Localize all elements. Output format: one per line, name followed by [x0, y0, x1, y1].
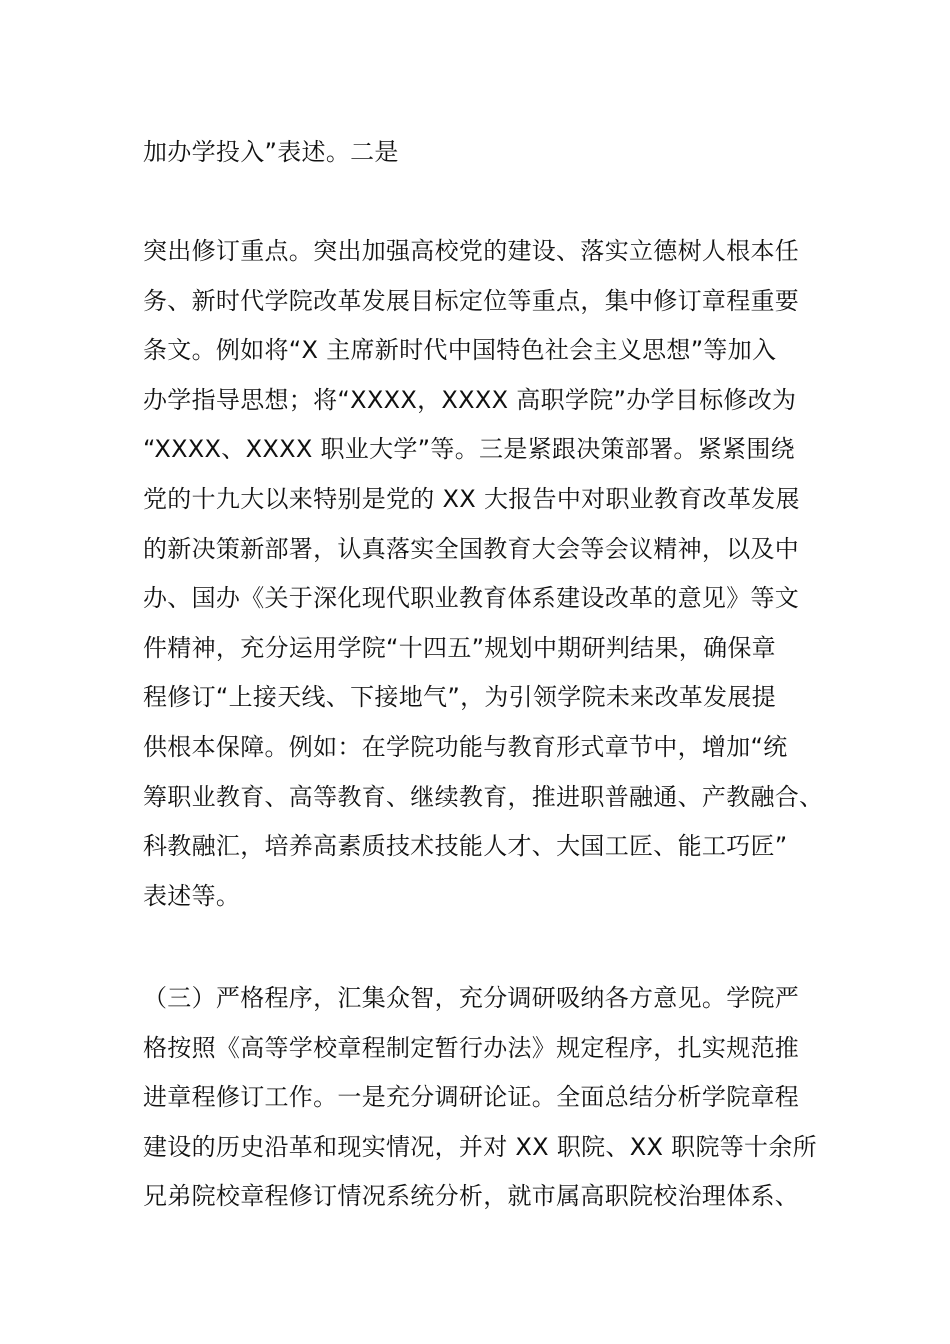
- text-line: 办学指导思想；将“XXXX，XXXX 高职学院”办学目标修改为: [143, 385, 797, 414]
- paragraph-revision-focus: [143, 227, 823, 921]
- text-line: 格按照《高等学校章程制定暂行办法》规定程序，扎实规范推: [143, 1033, 800, 1062]
- text-line: 条文。例如将“X 主席新时代中国特色社会主义思想”等加入: [143, 336, 777, 365]
- text-line: 筹职业教育、高等教育、继续教育，推进职普融通、产教融合、: [143, 782, 824, 811]
- text-line: 表述等。: [143, 881, 241, 910]
- text-line: 件精神，充分运用学院“十四五”规划中期研判结果，确保章: [143, 633, 776, 662]
- text-line: 突出修订重点。突出加强高校党的建设、落实立德树人根本任: [143, 237, 800, 265]
- text-line: （三）严格程序，汇集众智，充分调研吸纳各方意见。学院严: [143, 984, 800, 1012]
- text-line: 党的十九大以来特别是党的 XX 大报告中对职业教育改革发展: [143, 484, 800, 513]
- text-line: 办、国办《关于深化现代职业教育体系建设改革的意见》等文: [143, 584, 800, 613]
- text-line: 兄弟院校章程修订情况系统分析，就市属高职院校治理体系、: [143, 1182, 800, 1211]
- paragraph-section-three: [143, 974, 823, 1222]
- text-line: 加办学投入”表述。二是: [143, 138, 399, 166]
- text-line: “XXXX、XXXX 职业大学”等。三是紧跟决策部署。紧紧围绕: [143, 435, 795, 464]
- text-line: 进章程修订工作。一是充分调研论证。全面总结分析学院章程: [143, 1083, 800, 1112]
- text-line: 建设的历史沿革和现实情况，并对 XX 职院、XX 职院等十余所: [143, 1132, 817, 1161]
- text-line: 供根本保障。例如：在学院功能与教育形式章节中，增加“统: [143, 732, 788, 761]
- text-line: 程修订“上接天线、下接地气”，为引领学院未来改革发展提: [143, 683, 776, 712]
- text-line: 的新决策新部署，认真落实全国教育大会等会议精神，以及中: [143, 534, 800, 563]
- text-line: 科教融汇，培养高素质技术技能人才、大国工匠、能工巧匠”: [143, 832, 788, 861]
- text-line: 务、新时代学院改革发展目标定位等重点，集中修订章程重要: [143, 286, 800, 315]
- paragraph-continuation: [143, 128, 823, 178]
